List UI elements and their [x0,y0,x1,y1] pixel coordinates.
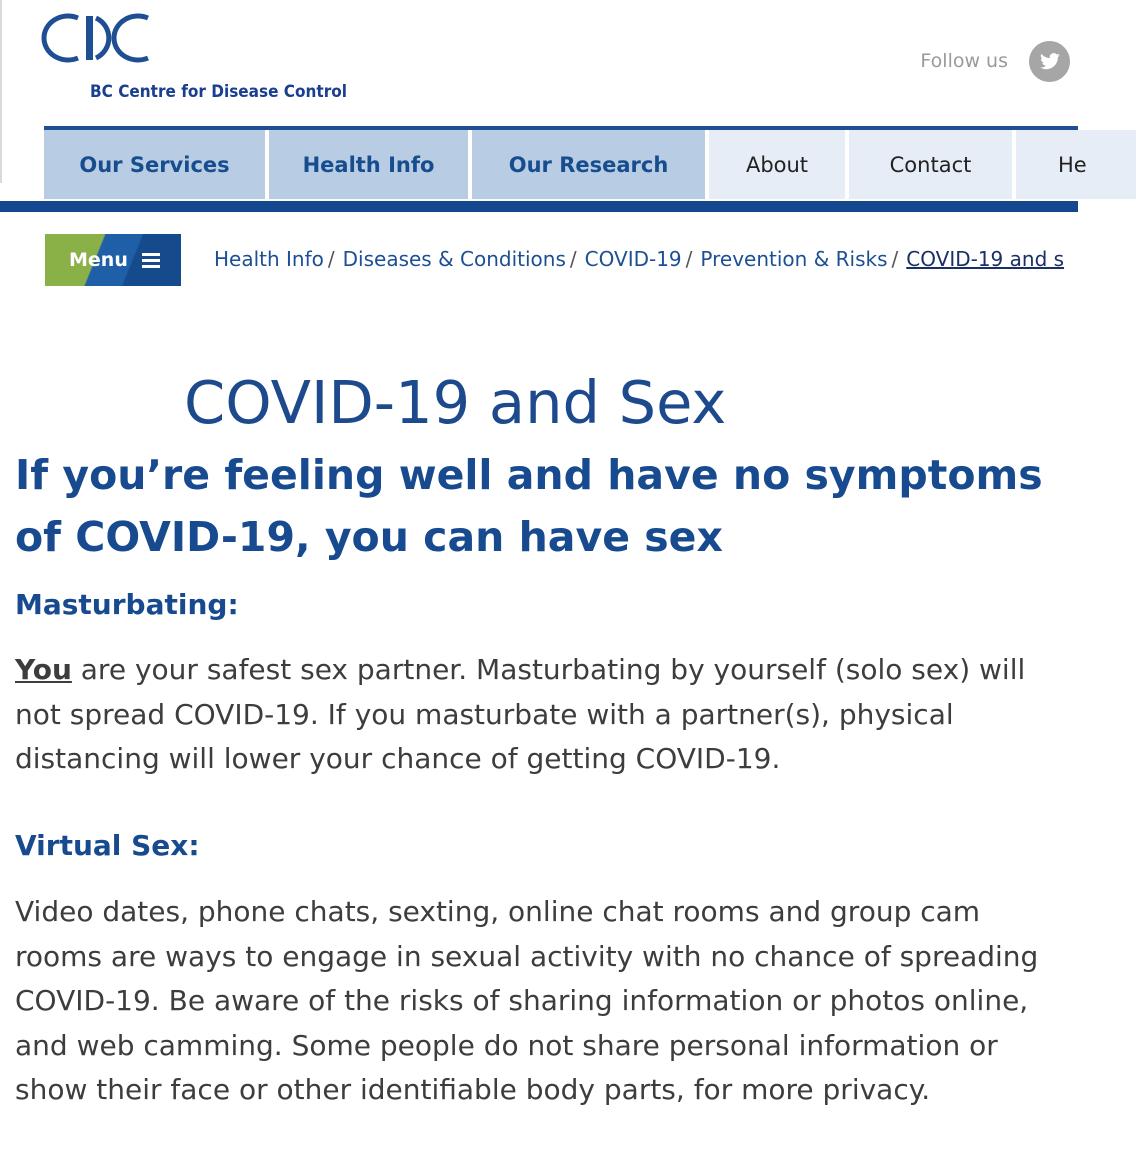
nav-about[interactable]: About [709,130,845,199]
breadcrumb-current-page[interactable]: COVID-19 and s [906,247,1065,271]
nav-our-services[interactable]: Our Services [44,130,265,199]
twitter-icon[interactable] [1029,41,1070,82]
nav-contact[interactable]: Contact [849,130,1012,199]
menu-button[interactable] [45,234,181,286]
breadcrumb-separator: / [685,247,693,271]
hamburger-icon [142,253,160,268]
section-text-masturbating [15,648,1055,782]
nav-our-research[interactable]: Our Research [472,130,705,199]
section-heading-masturbating: Masturbating: [15,588,239,621]
nav-bottom-bar [0,201,1078,212]
breadcrumb [214,247,1078,271]
breadcrumb-covid-19[interactable]: COVID-19 [584,247,682,271]
page-edge [0,0,2,183]
section-text-virtual-sex: Video dates, phone chats, sexting, online chat rooms and group cam rooms are ways to engage in sexual activity with no chance of spreading COVID-19. Be aware of the risks of sharing information or photos online, and web camming. Some people do not share personal information or show their face or other identifiable body parts, for more privacy. [15,895,1039,1106]
masturbating-body: are your safest sex partner. Masturbating by yourself (solo sex) will not spread COVID-19. If you masturbate with a partner(s), physical distancing will lower your chance of getting COVID-19. [15,653,1026,775]
breadcrumb-separator: / [891,247,899,271]
page-title: COVID-19 and Sex [184,368,727,437]
breadcrumb-health-info[interactable]: Health Info [214,247,324,271]
page-headline: If you’re feeling well and have no symptoms of COVID-19, you can have sex [15,451,1043,561]
breadcrumb-separator: / [569,247,577,271]
section-heading-virtual-sex: Virtual Sex: [15,829,200,862]
breadcrumb-diseases-conditions[interactable]: Diseases & Conditions [342,247,566,271]
emphasis-you: You [15,653,72,686]
breadcrumb-separator: / [327,247,335,271]
menu-button-label: Menu [69,249,128,271]
bccdc-logo[interactable] [44,8,154,68]
follow-us-label: Follow us [920,50,1008,72]
logo-mark-icon [44,8,154,68]
nav-health-info[interactable]: Health Info [269,130,468,199]
breadcrumb-prevention-risks[interactable]: Prevention & Risks [700,247,888,271]
nav-more-cut-off[interactable]: He [1016,130,1136,199]
main-nav [44,130,1138,199]
logo-subtitle: BC Centre for Disease Control [90,82,348,102]
